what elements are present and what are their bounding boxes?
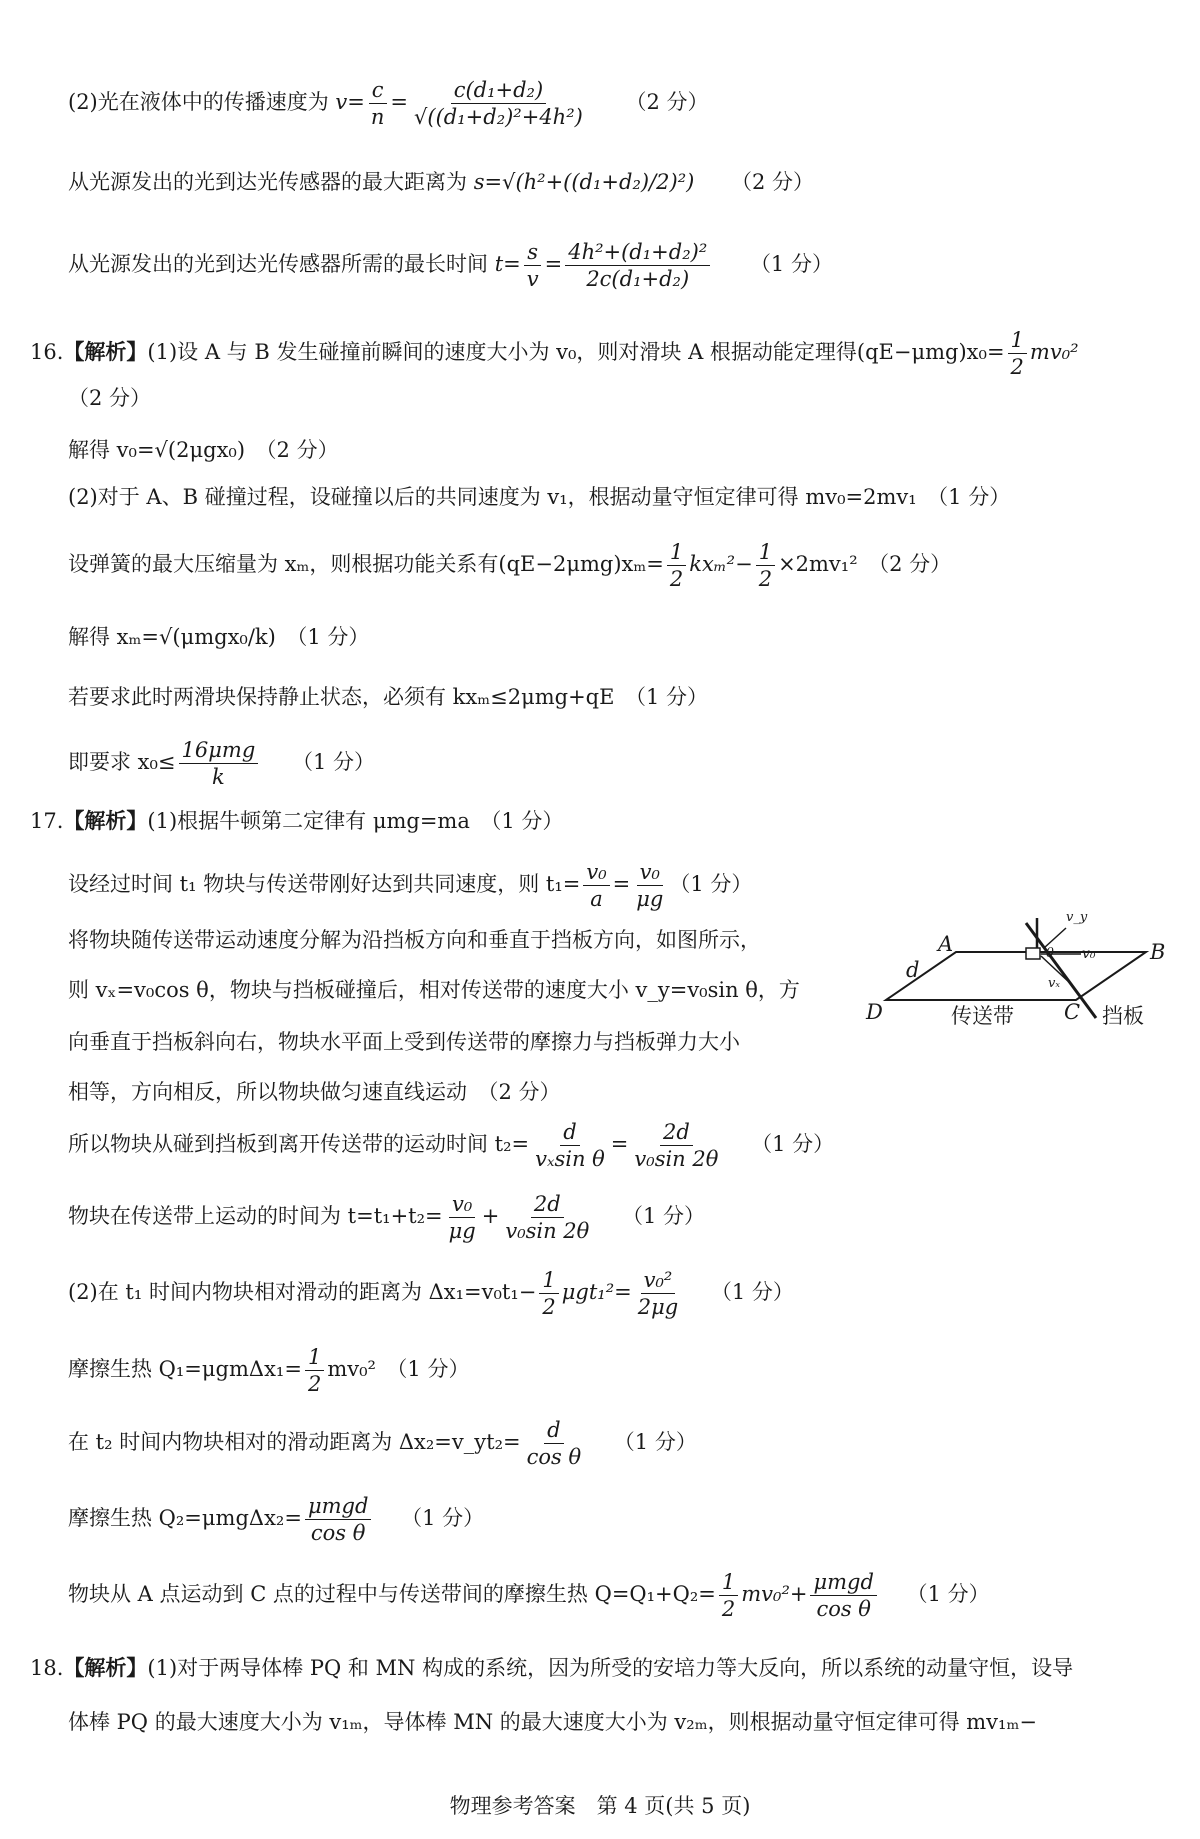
answer-line: 将物块随传送带运动速度分解为沿挡板方向和垂直于挡板方向，如图所示， (68, 928, 761, 952)
fraction (524, 1418, 585, 1469)
text: 设经过时间 t₁ 物块与传送带刚好达到共同速度，则 t₁= (68, 872, 581, 897)
denominator: 2 (1010, 355, 1024, 380)
answer-line: 则 vₓ=v₀cos θ，物块与挡板碰撞后，相对传送带的速度大小 v_y=v₀sin θ，方 (68, 978, 800, 1002)
denominator: 2 (721, 1597, 736, 1622)
conveyor-belt-diagram (866, 910, 1166, 1038)
denominator: cos θ (816, 1597, 871, 1622)
fraction (810, 1570, 876, 1621)
denominator: v₀sin 2θ (634, 1147, 719, 1172)
numerator: 1 (756, 540, 775, 566)
fraction (411, 78, 586, 129)
score: （2 分） (625, 90, 709, 115)
fraction (539, 1268, 558, 1319)
fraction (1008, 328, 1027, 379)
belt-outline (886, 952, 1146, 1000)
denominator: 2c(d₁+d₂) (586, 267, 690, 292)
analysis-tag: 【解析】 (63, 339, 148, 365)
math: t= (494, 252, 521, 277)
text: 摩擦生热 Q₂=μmgΔx₂= (68, 1506, 302, 1531)
fraction (635, 1268, 681, 1319)
question-number: 18. (30, 1656, 64, 1680)
text: (2)光在液体中的传播速度为 (68, 90, 336, 115)
text: 从光源发出的光到达光传感器的最大距离为 (68, 170, 474, 194)
label-theta: θ (1046, 946, 1054, 961)
answer-line (68, 1494, 484, 1545)
block (1026, 948, 1040, 959)
fraction (524, 240, 542, 291)
text: 物块在传送带上运动的时间为 t=t₁+t₂= (68, 1204, 443, 1229)
fraction (756, 540, 775, 591)
text: 即要求 x₀≤ (68, 750, 176, 775)
text: (2)在 t₁ 时间内物块相对滑动的距离为 Δx₁=v₀t₁− (68, 1280, 537, 1305)
numerator: d (560, 1120, 579, 1146)
answer-line: 向垂直于挡板斜向右，物块水平面上受到传送带的摩擦力与挡板弹力大小 (68, 1030, 740, 1054)
vy-arrow (1044, 928, 1066, 948)
question-number: 17. (30, 809, 64, 833)
answer-line (68, 1345, 469, 1396)
analysis-tag: 【解析】 (63, 1655, 148, 1680)
numerator: 1 (1008, 328, 1027, 354)
text: ×2mv₁² （2 分） (778, 552, 952, 577)
answer-line: (2)光在液体中的传播速度为 v= $\frac{c}{n}$ = $\frac{\text{c(d₁+d₂)}}{\text{√((d₁+d₂)²+4h²)}}$ （2 分） (68, 78, 709, 130)
label-belt: 传送带 (951, 1004, 1014, 1028)
answer-line: 若要求此时两滑块保持静止状态，必须有 kxₘ≤2μmg+qE （1 分） (68, 685, 708, 709)
denominator: n (370, 105, 385, 130)
denominator: v (526, 267, 539, 292)
score: （1 分） (401, 1506, 485, 1531)
math: μgt₁²= (561, 1280, 632, 1305)
denominator: v₀sin 2θ (505, 1219, 590, 1244)
score: （1 分） (622, 1204, 706, 1229)
math: s=√(h²+((d₁+d₂)/2)²) (473, 170, 695, 194)
text: 在 t₂ 时间内物块相对的滑动距离为 Δx₂=v_yt₂= (68, 1430, 521, 1455)
answer-line: 设经过时间 t₁ 物块与传送带刚好达到共同速度，则 t₁= $\frac{\text{v₀}}{a}$ = $\frac{\text{v₀}}{\mu g}$ （1 分） (68, 860, 753, 912)
score: （1 分） (906, 1582, 990, 1607)
question-16-header (30, 328, 1079, 379)
score: （1 分） (751, 1132, 835, 1157)
fraction (305, 1345, 324, 1396)
text: (1)根据牛顿第二定律有 μmg=ma （1 分） (147, 809, 564, 833)
answer-line: 从光源发出的光到达光传感器所需的最长时间 t= $\frac{s}{v}$ = $\frac{\text{4h²+(d₁+d₂)²}}{\text{2c(d₁+d₂)}}$ （1 分） (68, 240, 833, 292)
fraction (565, 240, 710, 291)
fraction (631, 1120, 721, 1171)
numerator: v₀ (583, 860, 609, 886)
label-baffle: 挡板 (1102, 1004, 1144, 1028)
page-footer: 物理参考答案 第 4 页(共 5 页) (449, 1794, 751, 1818)
label-a: A (938, 932, 954, 956)
text: mv₀² （1 分） (327, 1357, 470, 1382)
fraction (633, 860, 666, 911)
score: （1 分） (291, 750, 376, 775)
numerator: v₀² (641, 1268, 676, 1294)
fraction (502, 1192, 592, 1243)
answer-line: 解得 xₘ=√(μmgx₀/k) （1 分） (68, 625, 370, 649)
fraction (719, 1570, 738, 1621)
label-vx: vₓ (1048, 976, 1060, 991)
label-c: C (1064, 1000, 1081, 1024)
answer-line: 解得 v₀=√(2μgx₀) （2 分） (68, 438, 339, 462)
answer-line (68, 1570, 990, 1621)
score: （2 分） (731, 170, 815, 194)
answer-line: 所以物块从碰到挡板到离开传送带的运动时间 t₂= $\frac{d}{\text{vₓsin θ}}$ = $\frac{2d}{\text{v₀sin 2θ}}$ （1 分） (68, 1120, 835, 1172)
numerator: 1 (719, 1570, 738, 1596)
score: （1 分） (749, 252, 833, 277)
denominator: √((d₁+d₂)²+4h²) (414, 105, 583, 130)
label-b: B (1150, 940, 1166, 964)
numerator: v₀ (637, 860, 663, 886)
numerator: 1 (305, 1345, 324, 1371)
denominator: 2 (542, 1295, 556, 1320)
text: 设弹簧的最大压缩量为 xₘ，则根据功能关系有(qE−2μmg)xₘ= (68, 552, 664, 577)
answer-line (68, 170, 814, 195)
text: (1)设 A 与 B 发生碰撞前瞬间的速度大小为 v₀，则对滑块 A 根据动能定理得(qE−μmg)x₀= (147, 340, 1005, 365)
math: v= (335, 90, 365, 115)
denominator: 2μg (637, 1295, 679, 1320)
score: （1 分） (613, 1430, 697, 1455)
denominator: μg (448, 1219, 476, 1244)
numerator: c(d₁+d₂) (451, 78, 546, 104)
denominator: vₓsin θ (535, 1147, 605, 1172)
numerator: v₀ (449, 1192, 475, 1218)
answer-line: 物块在传送带上运动的时间为 t=t₁+t₂= $\frac{\text{v₀}}{\mu g}$ + $\frac{2d}{\text{v₀sin 2θ}}$ （1 分） (68, 1192, 706, 1244)
answer-line (68, 540, 951, 591)
text: 摩擦生热 Q₁=μgmΔx₁= (68, 1357, 302, 1382)
answer-line: (2)对于 A、B 碰撞过程，设碰撞以后的共同速度为 v₁，根据动量守恒定律可得 mv₀=2mv₁ （1 分） (68, 485, 1011, 509)
numerator: μmgd (305, 1494, 371, 1520)
numerator: 1 (667, 540, 686, 566)
fraction (583, 860, 609, 911)
fraction (446, 1192, 479, 1243)
numerator: 16μmg (179, 738, 259, 764)
denominator: 2 (307, 1372, 322, 1397)
label-v0: v₀ (1082, 946, 1096, 962)
score: （1 分） (669, 872, 753, 897)
fraction (179, 738, 259, 789)
math: mv₀²+ (741, 1582, 808, 1607)
score: （1 分） (710, 1280, 794, 1305)
numerator: 1 (539, 1268, 558, 1294)
text: 物块从 A 点运动到 C 点的过程中与传送带间的摩擦生热 Q=Q₁+Q₂= (68, 1582, 716, 1607)
analysis-tag: 【解析】 (63, 808, 148, 833)
numerator: 4h²+(d₁+d₂)² (565, 240, 710, 266)
answer-line (68, 1418, 697, 1469)
answer-line: （2 分） (68, 386, 152, 410)
math: kxₘ²− (689, 552, 753, 577)
numerator: 2d (660, 1120, 693, 1146)
fraction (368, 78, 388, 129)
question-number: 16. (30, 340, 64, 365)
text: (1)对于两导体棒 PQ 和 MN 构成的系统，因为所受的安培力等大反向，所以系统的动量守恒，设导 (147, 1656, 1074, 1680)
numerator: μmgd (810, 1570, 876, 1596)
numerator: s (524, 240, 541, 266)
text: 所以物块从碰到挡板到离开传送带的运动时间 t₂= (68, 1132, 530, 1157)
denominator: 2 (758, 567, 773, 592)
label-d: D (866, 1000, 883, 1024)
label-d-length: d (906, 958, 920, 982)
denominator: 2 (669, 567, 684, 592)
denominator: μg (636, 887, 664, 912)
question-18-header (30, 1655, 1073, 1681)
fraction (532, 1120, 608, 1171)
answer-line (68, 738, 375, 789)
answer-line: 体棒 PQ 的最大速度大小为 v₁ₘ，导体棒 MN 的最大速度大小为 v₂ₘ，则根据动量守恒定律可得 mv₁ₘ− (68, 1710, 1037, 1734)
fraction (305, 1494, 371, 1545)
text: 从光源发出的光到达光传感器所需的最长时间 (68, 252, 495, 277)
fraction (667, 540, 686, 591)
denominator: a (590, 887, 603, 912)
question-17-header (30, 808, 563, 834)
numerator: d (544, 1418, 563, 1444)
numerator: c (369, 78, 387, 104)
answer-line (68, 1268, 794, 1319)
denominator: k (212, 765, 225, 790)
denominator: cos θ (310, 1521, 366, 1546)
numerator: 2d (531, 1192, 564, 1218)
denominator: cos θ (526, 1445, 582, 1470)
label-vy: v_y (1066, 910, 1088, 925)
math: mv₀² (1029, 340, 1079, 365)
answer-line: 相等，方向相反，所以物块做匀速直线运动 （2 分） (68, 1080, 561, 1104)
